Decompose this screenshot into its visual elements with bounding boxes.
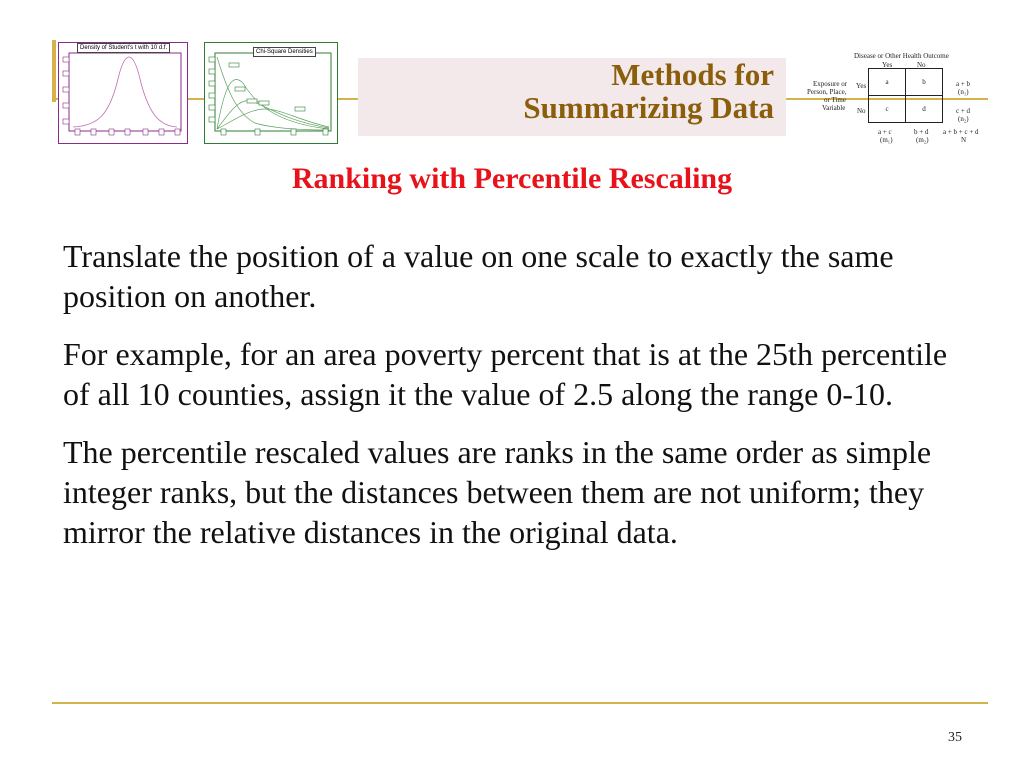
chi-square-title: Chi-Square Densities [253,47,316,57]
paragraph-3: The percentile rescaled values are ranks in the same order as simple integer ranks, but the distances between them are not uniform; they mirror the relative distances in the original data. [63,434,932,550]
t-density-plot [59,43,187,143]
ct-row-no: No [857,107,866,115]
slide-subtitle: Ranking with Percentile Rescaling [291,162,733,195]
ct-col-total-1: a + c [878,128,892,136]
page-number: 35 [948,730,962,745]
ct-cell-c: c [868,95,906,123]
ct-row-label-1: Exposure or [813,80,848,88]
top-left-rule [52,40,56,102]
ct-row-label-3: or Time [824,96,846,104]
ct-row-total-2: c + d [956,107,971,115]
ct-row-total-1: a + b [956,80,971,88]
slide-title [354,58,774,124]
ct-col-total-1-sub: (m₁) [880,136,893,144]
ct-cell-b: b [905,68,943,96]
ct-col-total-2-sub: (m₂) [916,136,929,144]
ct-col-total-2: b + d [914,128,929,136]
ct-grand-total: a + b + c + d [943,128,979,136]
ct-row-label-2: Person, Place, [807,88,847,96]
ct-col-yes: Yes [882,61,893,69]
t-density-title: Density of Student's t with 10 d.f. [77,43,170,53]
paragraph-1: Translate the position of a value on one scale to exactly the same position on another. [63,238,894,314]
ct-row-total-2-sub: (n₂) [958,115,969,123]
ct-col-no: No [917,61,926,69]
ct-row-yes: Yes [856,82,867,90]
ct-row-total-1-sub: (n₁) [958,88,969,96]
ct-grand-total-sub: N [961,136,967,144]
ct-cell-a: a [868,68,906,96]
ct-header: Disease or Other Health Outcome [854,52,949,60]
t-density-thumbnail [58,42,188,144]
chi-square-thumbnail [204,42,338,144]
chi-square-plot [205,43,337,143]
title-line-2: Summarizing Data [523,90,774,125]
slide-body [63,236,963,570]
contingency-table [800,46,1000,156]
ct-row-label-4: Variable [822,104,846,112]
footer-rule [52,702,988,704]
title-line-1: Methods for [611,57,774,92]
paragraph-2: For example, for an area poverty percent that is at the 25th percentile of all 10 counties, assign it the value of 2.5 along the range 0-10. [63,336,948,412]
ct-cell-d: d [905,95,943,123]
